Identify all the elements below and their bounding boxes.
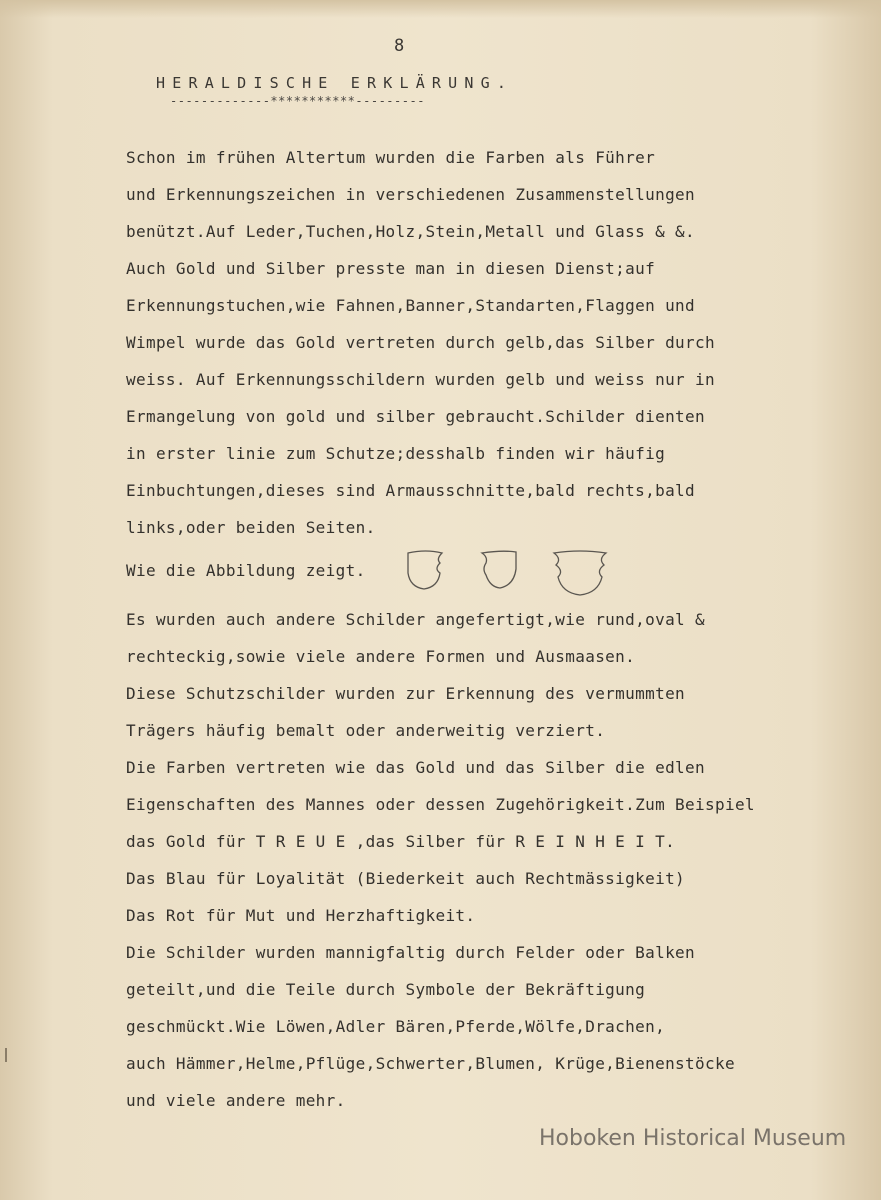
text-line: und viele andere mehr.: [126, 1091, 346, 1110]
text-line: Einbuchtungen,dieses sind Armausschnitte,bald rechts,bald: [126, 481, 696, 500]
paragraph-2: [126, 607, 826, 1125]
text-line: und Erkennungszeichen in verschiedenen Zusammenstellungen: [126, 185, 696, 204]
paragraph-1: [126, 145, 826, 552]
shield-sketches: [402, 547, 610, 599]
text-line: Die Farben vertreten wie das Gold und das Silber die edlen: [126, 758, 706, 777]
document-body: [126, 145, 826, 1125]
text-line: Auch Gold und Silber presste man in diesen Dienst;auf: [126, 259, 656, 278]
shield-sketch-icon: [476, 547, 522, 593]
text-line: Das Blau für Loyalität (Biederkeit auch Rechtmässigkeit): [126, 869, 686, 888]
text-line: Wimpel wurde das Gold vertreten durch gelb,das Silber durch: [126, 333, 715, 352]
text-line: Die Schilder wurden mannigfaltig durch Felder oder Balken: [126, 943, 696, 962]
text-line: Eigenschaften des Mannes oder dessen Zugehörigkeit.Zum Beispiel: [126, 795, 755, 814]
text-line: Das Rot für Mut und Herzhaftigkeit.: [126, 906, 476, 925]
text-line: geteilt,und die Teile durch Symbole der Bekräftigung: [126, 980, 646, 999]
text-line: auch Hämmer,Helme,Pflüge,Schwerter,Blumen, Krüge,Bienenstöcke: [126, 1054, 735, 1073]
text-line: in erster linie zum Schutze;desshalb finden wir häufig: [126, 444, 666, 463]
shield-sketch-icon: [550, 547, 610, 599]
margin-mark: [5, 1048, 7, 1062]
text-line: links,oder beiden Seiten.: [126, 518, 376, 537]
text-line: Es wurden auch andere Schilder angefertigt,wie rund,oval &: [126, 610, 706, 629]
text-line: Ermangelung von gold und silber gebraucht.Schilder dienten: [126, 407, 706, 426]
paper-edge: [0, 0, 881, 18]
text-line: Diese Schutzschilder wurden zur Erkennung des vermummten: [126, 684, 686, 703]
text-line: das Gold für T R E U E ,das Silber für R E I N H E I T.: [126, 832, 676, 851]
figure-caption: Wie die Abbildung zeigt.: [126, 560, 366, 580]
text-line: benützt.Auf Leder,Tuchen,Holz,Stein,Metall und Glass & &.: [126, 222, 696, 241]
title-underline: -------------***********---------: [170, 94, 425, 108]
text-line: rechteckig,sowie viele andere Formen und Ausmaasen.: [126, 647, 636, 666]
figure-row: [126, 552, 826, 589]
page-title: HERALDISCHE ERKLÄRUNG.: [156, 74, 514, 92]
shield-sketch-icon: [402, 547, 448, 593]
text-line: Trägers häufig bemalt oder anderweitig verziert.: [126, 721, 606, 740]
text-line: Erkennungstuchen,wie Fahnen,Banner,Standarten,Flaggen und: [126, 296, 696, 315]
page-number: 8: [394, 36, 405, 56]
text-line: geschmückt.Wie Löwen,Adler Bären,Pferde,Wölfe,Drachen,: [126, 1017, 666, 1036]
text-line: Schon im frühen Altertum wurden die Farben als Führer: [126, 148, 656, 167]
text-line: weiss. Auf Erkennungsschildern wurden gelb und weiss nur in: [126, 370, 715, 389]
museum-watermark: Hoboken Historical Museum: [539, 1126, 847, 1151]
